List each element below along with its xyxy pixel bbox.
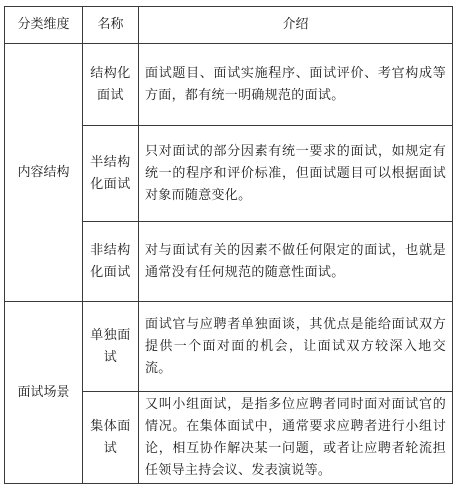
- row-name-structured: 结构化面试: [83, 44, 139, 126]
- interview-classification-table: [4, 6, 453, 484]
- row-intro-structured: 面试题目、面试实施程序、面试评价、考官构成等方面，都有统一明确规范的面试。: [139, 44, 453, 126]
- dimension-interview-scene: 面试场景: [5, 302, 83, 484]
- row-intro-unstructured: 对与面试有关的因素不做任何限定的面试，也就是通常没有任何规范的随意性面试。: [139, 222, 453, 302]
- table-row: [5, 44, 453, 126]
- row-name-individual: 单独面试: [83, 302, 139, 392]
- row-intro-semi-structured: 只对面试的部分因素有统一要求的面试，如规定有统一的程序和评价标准，但面试题目可以根据面试对象而随意变化。: [139, 126, 453, 222]
- header-name: 名称: [83, 7, 139, 44]
- header-row: [5, 7, 453, 44]
- table-row: [5, 302, 453, 392]
- row-name-unstructured: 非结构化面试: [83, 222, 139, 302]
- row-intro-individual: 面试官与应聘者单独面谈，其优点是能给面试双方提供一个面对面的机会，让面试双方较深入地交流。: [139, 302, 453, 392]
- header-dimension: 分类维度: [5, 7, 83, 44]
- header-intro: 介绍: [139, 7, 453, 44]
- row-intro-group: 又叫小组面试，是指多位应聘者同时面对面试官的情况。在集体面试中，通常要求应聘者进行小组讨论，相互协作解决某一问题，或者让应聘者轮流担任领导主持会议、发表演说等。: [139, 392, 453, 484]
- row-name-group: 集体面试: [83, 392, 139, 484]
- dimension-content-structure: 内容结构: [5, 44, 83, 302]
- row-name-semi-structured: 半结构化面试: [83, 126, 139, 222]
